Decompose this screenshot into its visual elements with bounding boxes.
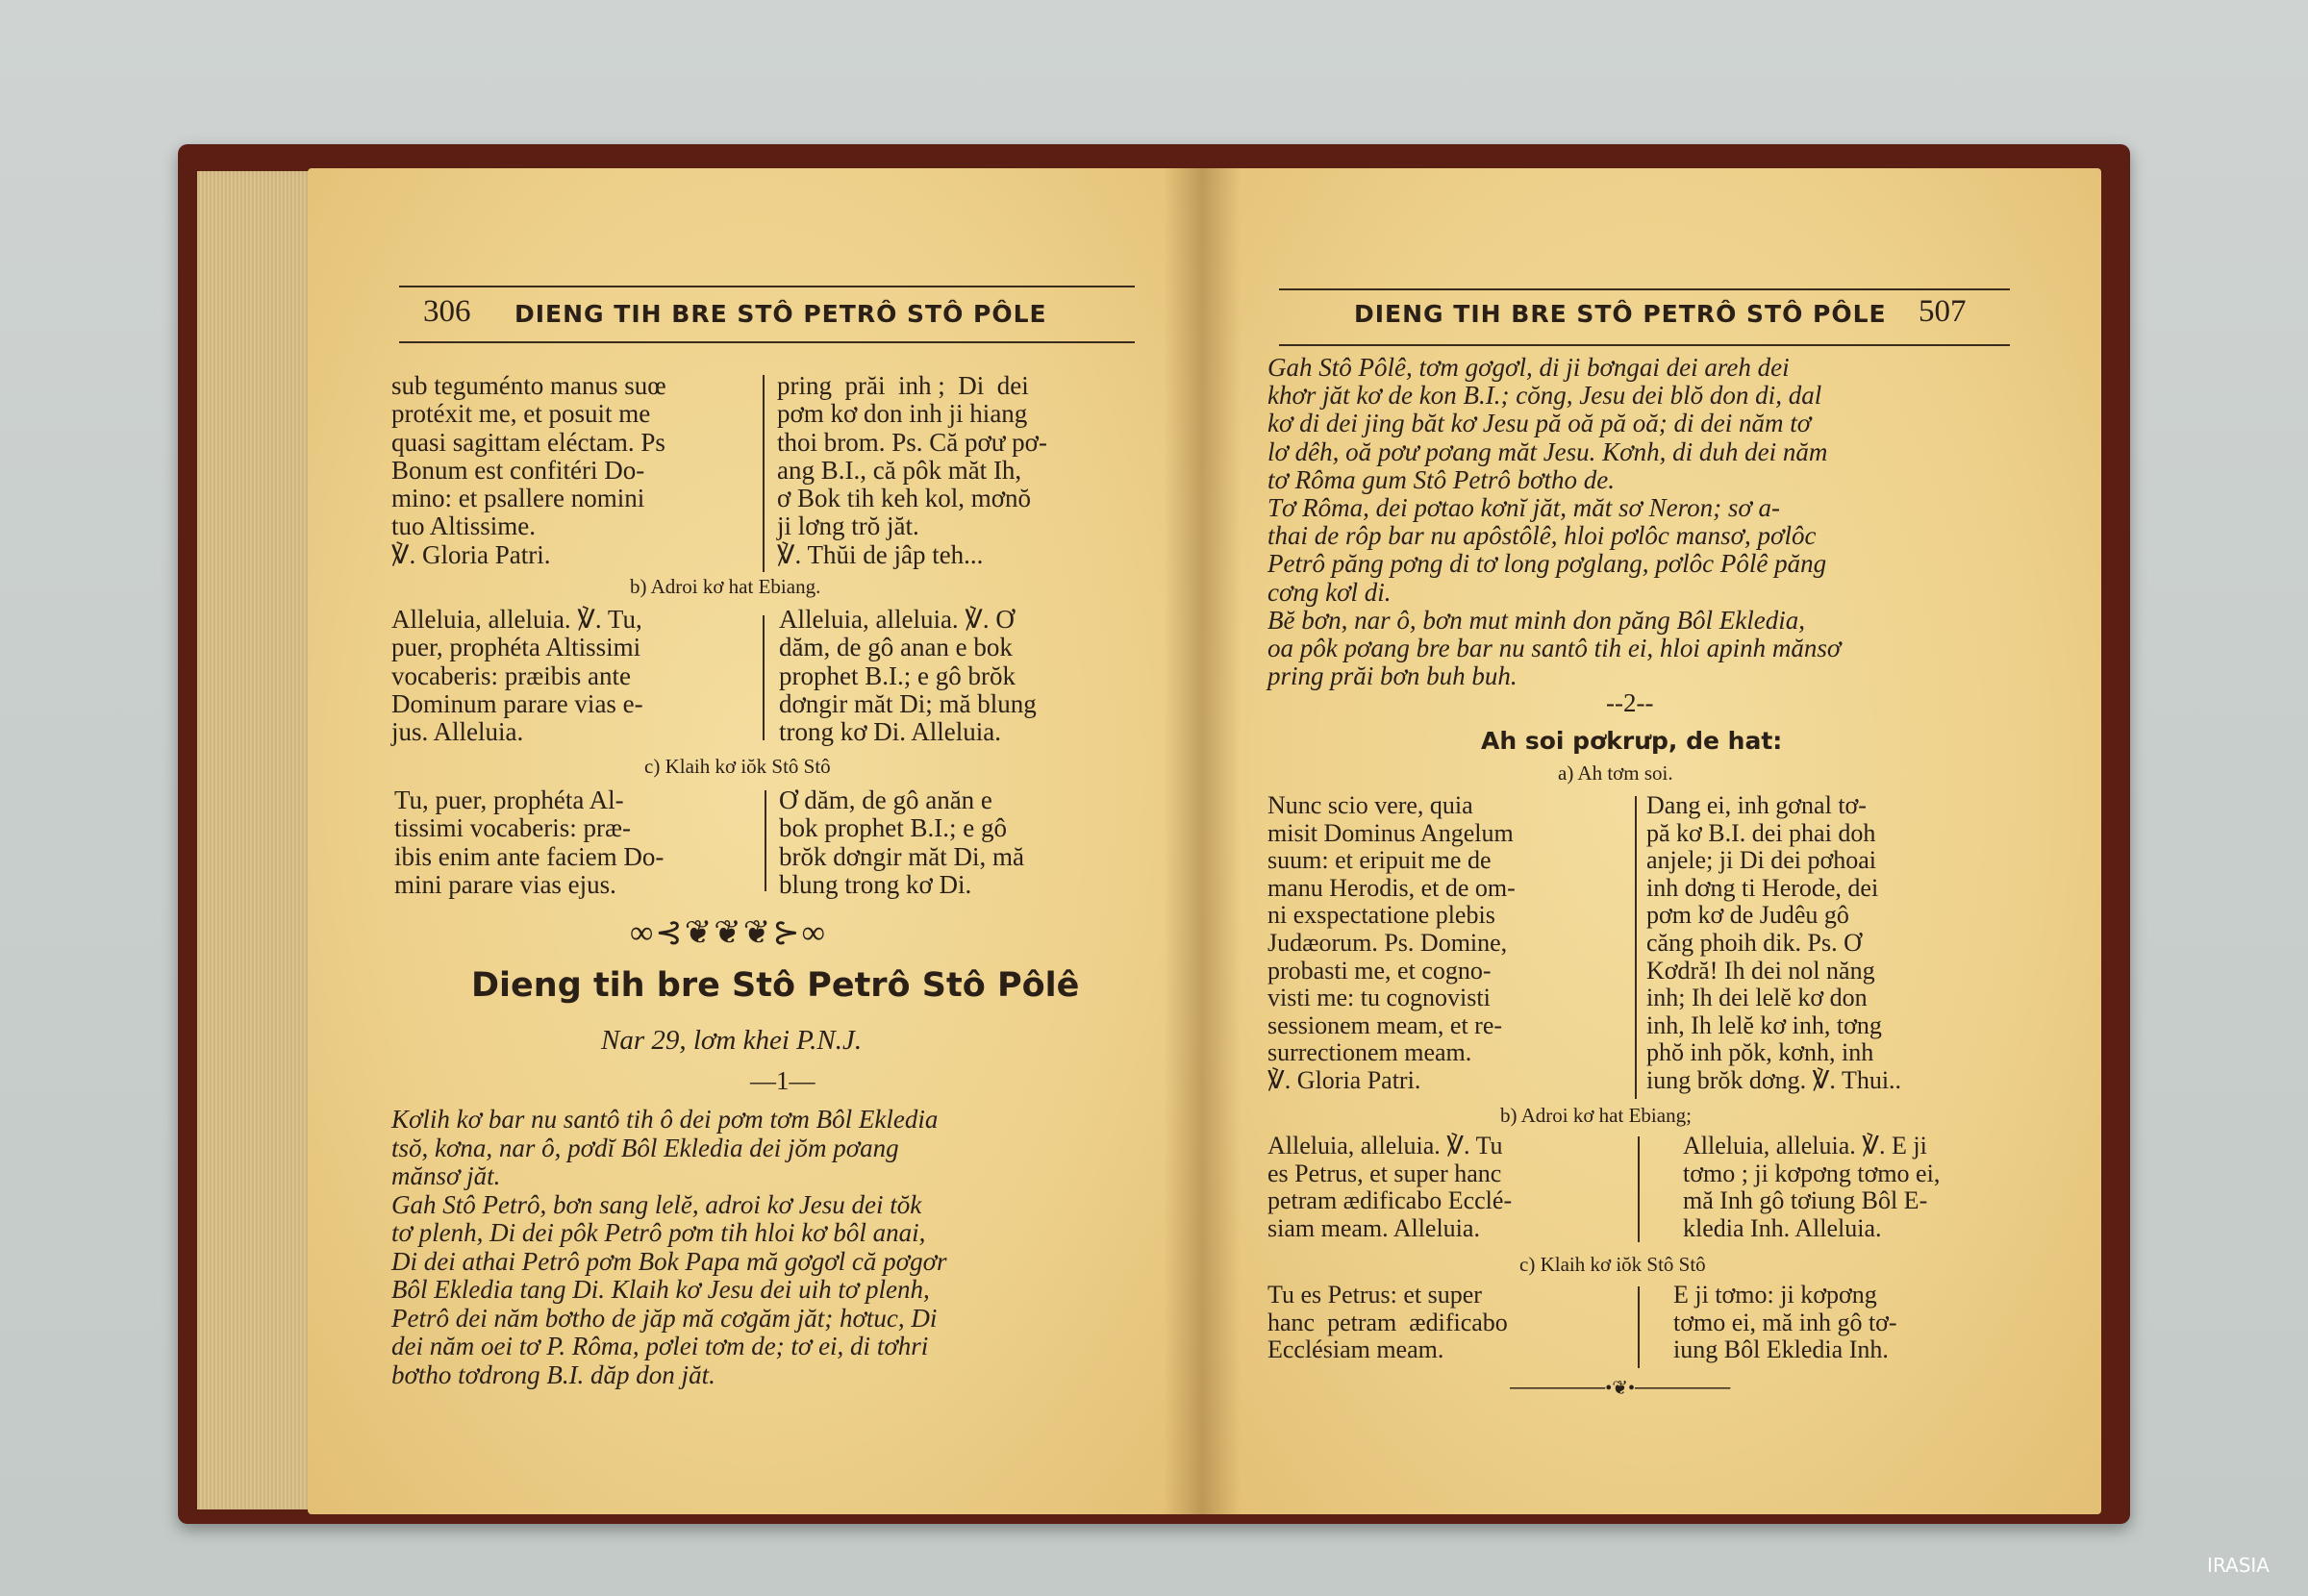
right-page-number: 507 xyxy=(1919,294,1967,329)
left-caption-c: c) Klaih kơ iŏk Stô Stô xyxy=(644,755,831,778)
right-latin-text-a: Nunc scio vere, quia misit Dominus Angelum suum: et eripuit me de manu Herodis, et de om- ni exspectatione plebis Judæorum. Ps. Domine, probasti me, et cogno- visti me: tu cognovisti sessionem meam, et re- surrectionem meam. ℣. Gloria Patri. xyxy=(1267,791,1516,1094)
left-latin-text-c: Tu, puer, prophéta Al- tissimi vocaberis: præ- ibis enim ante faciem Do- mini parare vias ejus. xyxy=(394,786,665,899)
left-vernacular-text-a: pring prăi inh ; Di dei pơm kơ don inh ji hiang thoi brom. Ps. Că pơư pơ- ang B.I., că pôk măt Ih, ơ Bok tih keh kol, mơnŏ ji lơng trŏ jăt. ℣. Thŭi de jâp teh... xyxy=(777,371,1047,569)
left-body-text: Kơlih kơ bar nu santô tih ô dei pơm tơm Bôl Ekledia tsŏ, kơna, nar ô, pơdĭ Bôl Ekledia dei jŏm pơang mănsơ jăt. Gah Stô Petrô, bơn sang lelĕ, adroi kơ Jesu dei tŏk tơ plenh, Di dei pôk Petrô pơm tih hloi kơ bôl anai, Di dei athai Petrô pơm Bok Papa mă gơgơl că pơgơr Bôl Ekledia tang Di. Klaih kơ Jesu dei uih tơ plenh, Petrô dei năm bơtho de jăp mă cơgăm jăt; hơtuc, Di dei năm oei tơ P. Rôma, pơlei tơm de; tơ ei, di tơhri bơtho tơdrong B.I. dăp don jăt. xyxy=(391,1105,947,1389)
right-vernacular-text-c: E ji tơmo: ji kơpơng tơmo ei, mă inh gô tơ- iung Bôl Ekledia Inh. xyxy=(1673,1281,1897,1363)
left-top-rule xyxy=(399,286,1135,287)
column-divider xyxy=(1638,1286,1640,1368)
part-number-2: --2-- xyxy=(1606,688,1654,717)
right-top-rule xyxy=(1279,288,2010,290)
book-gutter xyxy=(1164,168,1241,1514)
right-running-head: DIENG TIH BRE STÔ PETRÔ STÔ PÔLE xyxy=(1354,300,1887,328)
left-vernacular-text-c: Ơ dăm, de gô anăn e bok prophet B.I.; e gô brŏk dơngir măt Di, mă blung trong kơ Di. xyxy=(779,786,1024,899)
column-divider xyxy=(1635,796,1637,1099)
left-page-number: 306 xyxy=(423,294,471,329)
end-ornament: ───────•❦•─────── xyxy=(1510,1378,1731,1399)
feast-date: Nar 29, lơm khei P.N.J. xyxy=(601,1025,863,1056)
column-divider xyxy=(763,615,765,740)
right-body-text: Gah Stô Pôlê, tơm gơgơl, di ji bơngai dei areh dei khơr jăt kơ de kon B.I.; cŏng, Jesu dei blŏ don di, dal kơ di dei jing băt kơ Jesu pă oă pă oă; di dei năm tơ lơ dêh, oă pơư pơang măt Jesu. Kơnh, di duh dei năm tơ Rôma gum Stô Petrô bơtho de. Tơ Rôma, dei pơtao kơnĭ jăt, măt sơ Neron; sơ a- thai de rôp bar nu apôstôlê, hloi pơlôc mansơ, pơlôc Petrô păng pơng di tơ long pơglang, pơlôc Pôlê păng cơng kơl di. Bĕ bơn, nar ô, bơn mut minh don păng Bôl Ekledia, oa pôk pơang bre bar nu santô tih ei, hloi apinh mănsơ pring prăi bơn buh buh. xyxy=(1267,353,1842,691)
right-caption-b: b) Adroi kơ hat Ebiang; xyxy=(1500,1104,1692,1127)
left-caption-b: b) Adroi kơ hat Ebiang. xyxy=(630,575,821,598)
column-divider xyxy=(765,790,766,891)
column-divider xyxy=(1638,1136,1640,1242)
right-latin-text-c: Tu es Petrus: et super hanc petram ædificabo Ecclésiam meam. xyxy=(1267,1281,1508,1363)
right-caption-c: c) Klaih kơ iŏk Stô Stô xyxy=(1519,1253,1706,1276)
right-vernacular-text-a: Dang ei, inh gơnal tơ- pă kơ B.I. dei phai doh anjele; ji Di dei pơhoai inh dơng ti Herode, dei pơm kơ de Judêu gô căng phoih dik. Ps. Ơ Kơdră! Ih dei nol năng inh; Ih dei lelĕ kơ don inh, Ih lelĕ kơ inh, tơng phŏ inh pŏk, kơnh, inh iung brŏk dơng. ℣. Thui.. xyxy=(1646,791,1902,1094)
watermark: IRASIA xyxy=(2207,1554,2270,1577)
left-latin-text-b: Alleluia, alleluia. ℣. Tu, puer, prophéta Altissimi vocaberis: præibis ante Dominum parare vias e- jus. Alleluia. xyxy=(391,605,643,747)
left-latin-text-a: sub teguménto manus suœ protéxit me, et posuit me quasi sagittam eléctam. Ps Bonum est confitéri Do- mino: et psallere nomini tuo Altissime. ℣. Gloria Patri. xyxy=(391,371,666,569)
feast-title: Dieng tih bre Stô Petrô Stô Pôlê xyxy=(471,966,1080,1005)
section-title: Ah soi pơkrưp, de hat: xyxy=(1481,727,1783,755)
right-header-rule xyxy=(1279,344,2010,346)
left-vernacular-text-b: Alleluia, alleluia. ℣. Ơ dăm, de gô anan e bok prophet B.I.; e gô brŏk dơngir măt Di; mă blung trong kơ Di. Alleluia. xyxy=(779,605,1037,747)
right-latin-text-b: Alleluia, alleluia. ℣. Tu es Petrus, et super hanc petram ædificabo Ecclé- siam meam. Alleluia. xyxy=(1267,1132,1513,1242)
right-caption-a: a) Ah tơm soi. xyxy=(1558,761,1673,785)
part-number-1: —1— xyxy=(750,1066,815,1095)
ornament-divider: ∞⊰❦❦❦⊱∞ xyxy=(630,915,827,951)
column-divider xyxy=(763,375,765,572)
right-vernacular-text-b: Alleluia, alleluia. ℣. E ji tơmo ; ji kơpơng tơmo ei, mă Inh gô tơiung Bôl E- kledia Inh. Alleluia. xyxy=(1683,1132,1941,1242)
left-running-head: DIENG TIH BRE STÔ PETRÔ STÔ PÔLE xyxy=(514,300,1047,328)
left-header-rule xyxy=(399,341,1135,343)
